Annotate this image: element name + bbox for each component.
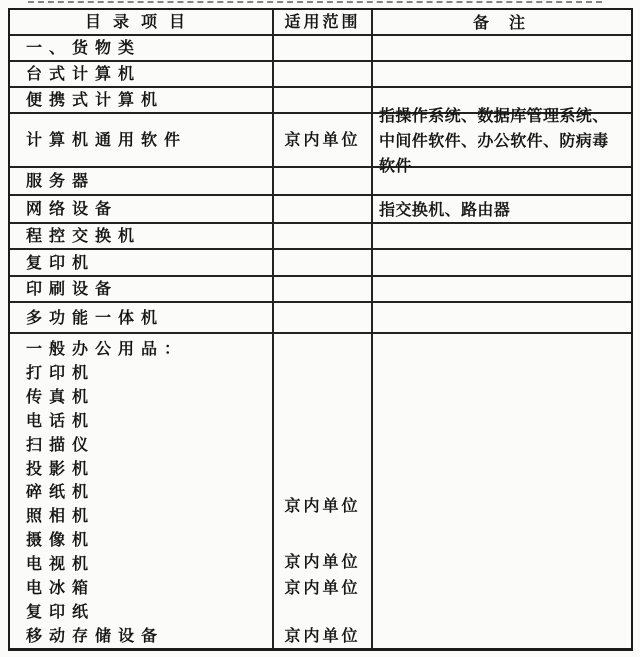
catalog-item: 电冰箱 <box>26 577 96 597</box>
catalog-item: 碎纸机 <box>26 482 96 502</box>
table-row-printing-equipment <box>10 277 631 303</box>
cell-note <box>373 303 631 332</box>
table-row-goods-category <box>10 36 631 62</box>
table-row-server <box>10 168 631 196</box>
cell-note <box>373 250 631 275</box>
office-supplies-note-column <box>373 334 631 648</box>
cell-catalog-item: 复印机 <box>10 250 274 275</box>
catalog-item: 传真机 <box>26 387 96 407</box>
header-catalog-item: 目录项目 <box>10 10 274 34</box>
table-row-computer-software <box>10 105 631 175</box>
scan-artifact-line <box>28 1 602 3</box>
scope-label: 京内单位 <box>284 577 361 597</box>
catalog-item: 电视机 <box>26 554 96 574</box>
cell-note: 指操作系统、数据库管理系统、中间件软件、办公软件、防病毒软件 <box>379 105 609 175</box>
cell-scope <box>274 168 373 194</box>
catalog-item: 移动存储设备 <box>26 625 165 645</box>
cell-note <box>373 277 631 301</box>
cell-scope <box>274 88 373 112</box>
catalog-item: 电话机 <box>26 410 96 430</box>
table-row-copier <box>10 250 631 277</box>
cell-scope <box>274 36 373 60</box>
cell-scope <box>274 277 373 301</box>
cell-note <box>373 36 631 60</box>
cell-scope: 京内单位 <box>274 114 373 166</box>
catalog-item: 扫描仪 <box>26 434 96 454</box>
header-scope: 适用范围 <box>274 10 373 34</box>
cell-catalog-item: 网络设备 <box>10 196 274 222</box>
table-row-pbx <box>10 224 631 250</box>
cell-note <box>373 62 631 86</box>
catalog-item: 摄像机 <box>26 530 96 550</box>
cell-scope <box>274 224 373 248</box>
office-supplies-section <box>10 334 631 648</box>
cell-scope <box>274 196 373 222</box>
cell-scope <box>274 62 373 86</box>
cell-catalog-item: 一、货物类 <box>10 36 274 60</box>
procurement-catalog-table <box>8 8 633 651</box>
office-supplies-scope-column <box>274 334 373 648</box>
scope-label: 京内单位 <box>284 495 361 515</box>
scope-label: 京内单位 <box>284 625 361 645</box>
table-row-network-equipment <box>10 196 631 224</box>
catalog-item: 打印机 <box>26 363 96 383</box>
cell-note <box>373 224 631 248</box>
table-row-desktop-computer <box>10 62 631 88</box>
catalog-item: 照相机 <box>26 506 96 526</box>
cell-catalog-item: 计算机通用软件 <box>10 114 274 166</box>
cell-catalog-item: 多功能一体机 <box>10 303 274 332</box>
cell-catalog-item: 台式计算机 <box>10 62 274 86</box>
catalog-item: 投影机 <box>26 458 96 478</box>
cell-catalog-item: 便携式计算机 <box>10 88 274 112</box>
cell-note <box>373 168 631 194</box>
table-row-multifunction-machine <box>10 303 631 334</box>
cell-catalog-item: 程控交换机 <box>10 224 274 248</box>
catalog-item: 一般办公用品： <box>26 339 188 359</box>
cell-note: 指交换机、路由器 <box>379 199 511 219</box>
cell-catalog-item: 服务器 <box>10 168 274 194</box>
cell-scope <box>274 303 373 332</box>
office-supplies-item-list <box>10 334 274 648</box>
catalog-item: 复印纸 <box>26 601 96 621</box>
cell-catalog-item: 印刷设备 <box>10 277 274 301</box>
header-row <box>10 10 631 36</box>
cell-scope <box>274 250 373 275</box>
header-note: 备 注 <box>472 12 527 32</box>
scope-label: 京内单位 <box>284 551 361 571</box>
